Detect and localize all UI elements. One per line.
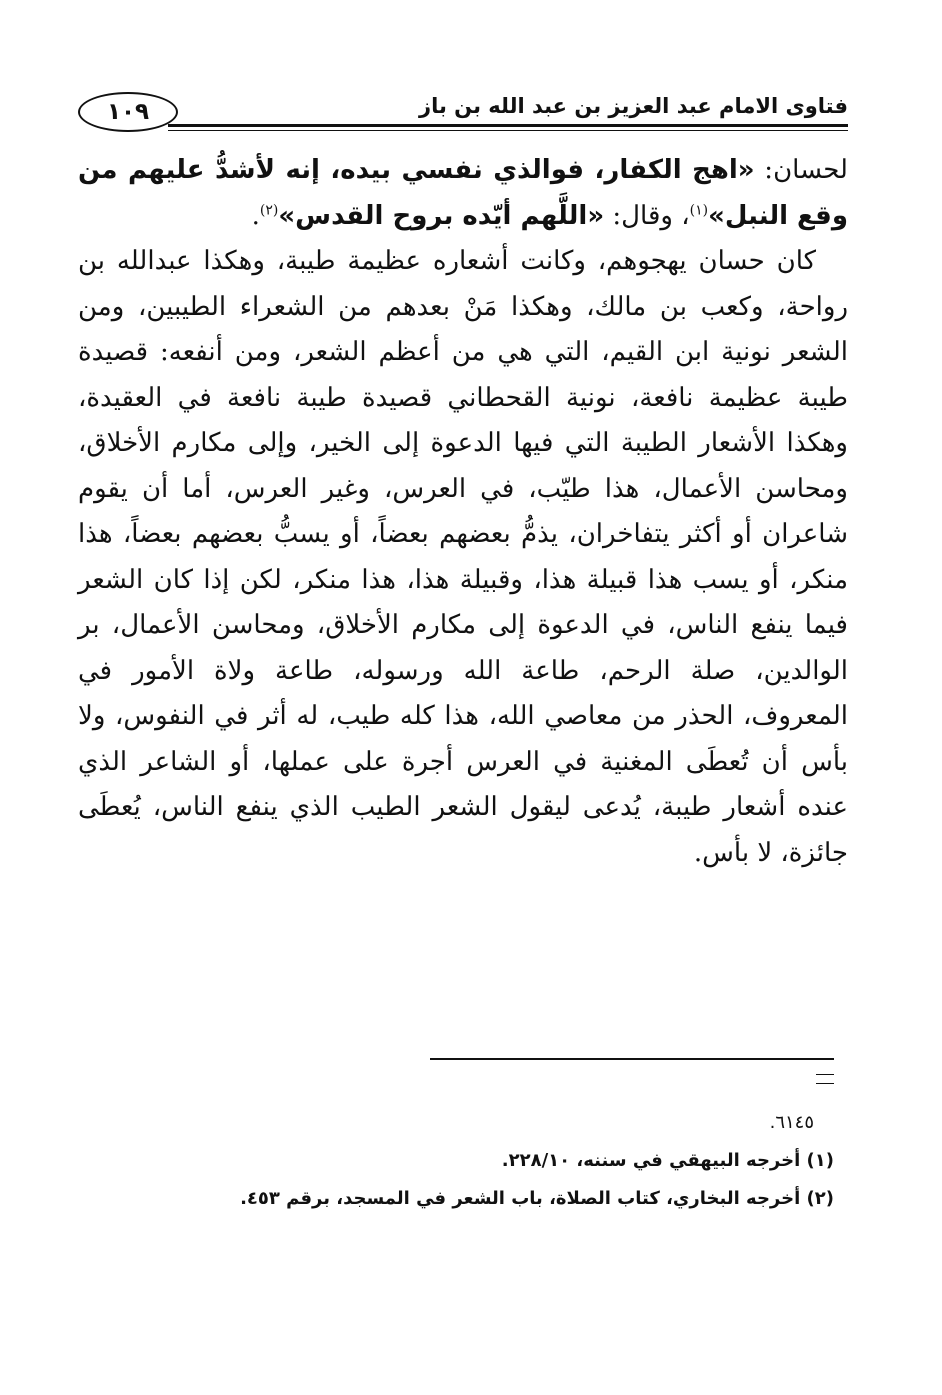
hadith-quote-1: «اهج الكفار، فوالذي نفسي بيده، إنه لأشدُّ عليهم من وقع النبل»	[78, 155, 848, 231]
footnote-1: (١) أخرجه البيهقي في سننه، ٢٢٨/١٠.	[501, 1150, 834, 1171]
footnote-ref-1[interactable]: (١)	[689, 201, 709, 218]
footnote-ref-2[interactable]: (٢)	[259, 201, 279, 218]
hadith-quote-2: «اللَّهم أيّده بروح القدس»	[278, 200, 605, 231]
header-rule-thick	[168, 124, 848, 127]
p1-lead: لحسان:	[754, 155, 848, 185]
page-header	[78, 88, 848, 138]
p1-end: .	[251, 200, 260, 231]
p1-mid: ، وقال:	[604, 200, 690, 231]
page-number: ١٠٩	[78, 92, 178, 132]
footnotes	[134, 1104, 834, 1218]
paragraph-1	[78, 148, 848, 239]
footnote-continuation: ٦١٤٥.	[769, 1112, 814, 1133]
footnote-continuation-mark	[816, 1074, 834, 1084]
header-rule-thin	[168, 130, 848, 131]
body-text	[78, 148, 848, 876]
footnote-separator	[430, 1058, 834, 1060]
footnote-2: (٢) أخرجه البخاري، كتاب الصلاة، باب الشعر في المسجد، برقم ٤٥٣.	[240, 1188, 834, 1209]
paragraph-2: كان حسان يهجوهم، وكانت أشعاره عظيمة طيبة، وهكذا عبدالله بن رواحة، وكعب بن مالك، وهكذا مَنْ بعدهم من الشعراء الطيبين، ومن الشعر نونية ابن القيم، التي هي من أعظم الشعر، ومن أنفعه: قصيدة طيبة عظيمة نافعة، نونية القحطاني قصيدة طيبة نافعة في العقيدة، وهكذا الأشعار الطيبة التي فيها الدعوة إلى الخير، وإلى مكارم الأخلاق، ومحاسن الأعمال، هذا طيّب، في العرس، وغير العرس، أما أن يقوم شاعران أو أكثر يتفاخران، يذمُّ بعضهم بعضاً، أو يسبُّ بعضهم بعضاً، هذا منكر، أو يسب هذا قبيلة هذا، وقبيلة هذا، هذا منكر، لكن إذا كان الشعر فيما ينفع الناس، في الدعوة إلى مكارم الأخلاق، ومحاسن الأعمال، بر الوالدين، صلة الرحم، طاعة الله ورسوله، طاعة ولاة الأمور في المعروف، الحذر من معاصي الله، هذا كله طيب، له أثر في النفوس، ولا بأس أن تُعطَى المغنية في العرس أجرة على عملها، أو الشاعر الذي عنده أشعار طيبة، يُدعى ليقول الشعر الطيب الذي ينفع الناس، يُعطَى جائزة، لا بأس.	[78, 246, 848, 868]
book-title: فتاوى الامام عبد العزيز بن عبد الله بن باز	[419, 94, 848, 118]
